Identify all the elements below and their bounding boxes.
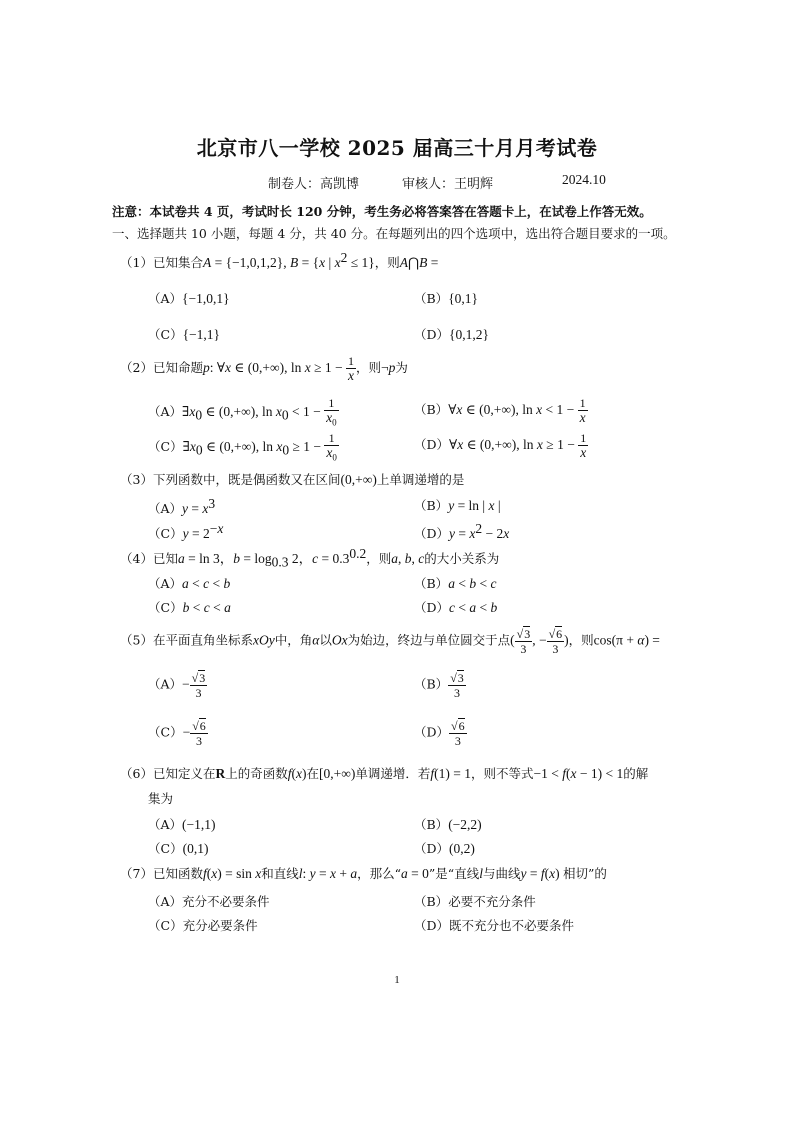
question-7-option-d[interactable]: （D）既不充分也不必要条件 xyxy=(414,918,575,933)
question-2-option-a[interactable]: $(A)\exists x_0$ ∈ (0,+∞), $\ln x_0 < 1$ − $\frac{1}{x_0}$ xyxy=(148,396,337,428)
question-5-option-c[interactable]: （C）− $\frac{√6}{3}$ xyxy=(148,719,206,748)
exam-title: 北京市八一学校 2025 届高三十月月考试卷 xyxy=(196,136,598,160)
question-6-option-a[interactable]: （A）(−1,1) xyxy=(148,817,216,832)
question-7-option-b[interactable]: （B）必要不充分条件 xyxy=(414,894,536,909)
question-3-option-b[interactable]: （B）y = ln | x | xyxy=(414,498,501,513)
question-7-option-c[interactable]: （C）充分必要条件 xyxy=(148,918,258,933)
question-4-option-d[interactable]: （D）c < a < b xyxy=(414,600,498,615)
maker-label: 制卷人：高凯博 xyxy=(268,177,360,192)
exam-date: 2024.10 xyxy=(562,172,606,187)
question-1-stem: （1）已知集合A = {−1,0,1,2}, B = {x | $x^2 \le 1$}，则A⋂B = xyxy=(120,250,439,271)
question-6-stem-line2: 集为 xyxy=(148,791,174,806)
question-6-option-b[interactable]: （B）(−2,2) xyxy=(414,817,482,832)
question-4-option-a[interactable]: （A）a < c < b xyxy=(148,576,231,591)
question-5-option-a[interactable]: （A）− $\frac{√3}{3}$ xyxy=(148,671,206,700)
question-5-option-d[interactable]: （D） $\frac{√6}{3}$ xyxy=(414,719,465,748)
page-number: 1 xyxy=(394,974,400,986)
question-1-option-d[interactable]: （D）{0,1,2} xyxy=(414,327,489,342)
question-3-option-c[interactable]: $(C)y = 2^{-x}$ xyxy=(148,521,224,542)
question-6-stem: （6）已知定义在R上的奇函数f(x)在[0,+∞)单调递增．若f(1) = 1，则不等式−1 < f(x − 1) < 1的解 xyxy=(120,766,649,781)
question-7-option-a[interactable]: （A）充分不必要条件 xyxy=(148,894,270,909)
question-1-option-a[interactable]: （A）{−1,0,1} xyxy=(148,291,230,306)
question-4-stem: （4）已知a = ln 3，$b = \log_{0.3} 2$，$c = 0.3^{0.2}$，则a, b, c的大小关系为 xyxy=(120,546,500,570)
question-2-option-d[interactable]: （D）∀x ∈ (0,+∞), ln x ≥ 1 − $\frac{1}{x}$ xyxy=(414,431,587,460)
question-7-stem: （7）已知函数f(x) = sin x和直线l: y = x + a，那么“a = 0”是“直线l与曲线y = f(x) 相切”的 xyxy=(120,866,607,881)
reviewer-label: 审核人：王明辉 xyxy=(402,177,494,192)
question-2-option-c[interactable]: $(C)\exists x_0$ ∈ (0,+∞), $\ln x_0 \ge 1$ − $\frac{1}{x_0}$ xyxy=(148,431,337,463)
question-4-option-b[interactable]: （B）a < b < c xyxy=(414,576,497,591)
question-1-option-b[interactable]: （B）{0,1} xyxy=(414,291,479,306)
question-3-stem: （3）下列函数中，既是偶函数又在区间(0,+∞)上单调递增的是 xyxy=(120,472,465,487)
section-heading: 一、选择题共 10 小题，每题 4 分，共 40 分。在每题列出的四个选项中，选出符合题目要求的一项。 xyxy=(112,226,676,241)
question-3-option-d[interactable]: $(D)y = x^2 - 2x$ xyxy=(414,521,510,542)
question-6-option-c[interactable]: （C）(0,1) xyxy=(148,841,209,856)
question-5-stem: （5）在平面直角坐标系xOy中，角α以Ox为始边，终边与单位圆交于点( $\frac{√3}{3}$ , − $\frac{√6}{3}$ )，则cos(π + α) = xyxy=(120,627,660,656)
notice-text: 注意：本试卷共 4 页，考试时长 120 分钟，考生务必将答案答在答题卡上，在试卷上作答无效。 xyxy=(112,204,652,219)
question-6-option-d[interactable]: （D）(0,2) xyxy=(414,841,475,856)
question-3-option-a[interactable]: $(A)y = x^3$ xyxy=(148,496,216,517)
question-4-option-c[interactable]: （C）b < c < a xyxy=(148,600,231,615)
question-5-option-b[interactable]: （B） $\frac{√3}{3}$ xyxy=(414,671,464,700)
question-2-stem: （2）已知命题p: ∀x ∈ (0,+∞), ln x ≥ 1 − $\frac{1}{x}$ ，则¬p为 xyxy=(120,354,408,383)
question-2-option-b[interactable]: （B）∀x ∈ (0,+∞), ln x < 1 − $\frac{1}{x}$ xyxy=(414,396,586,425)
question-1-option-c[interactable]: （C）{−1,1} xyxy=(148,327,221,342)
